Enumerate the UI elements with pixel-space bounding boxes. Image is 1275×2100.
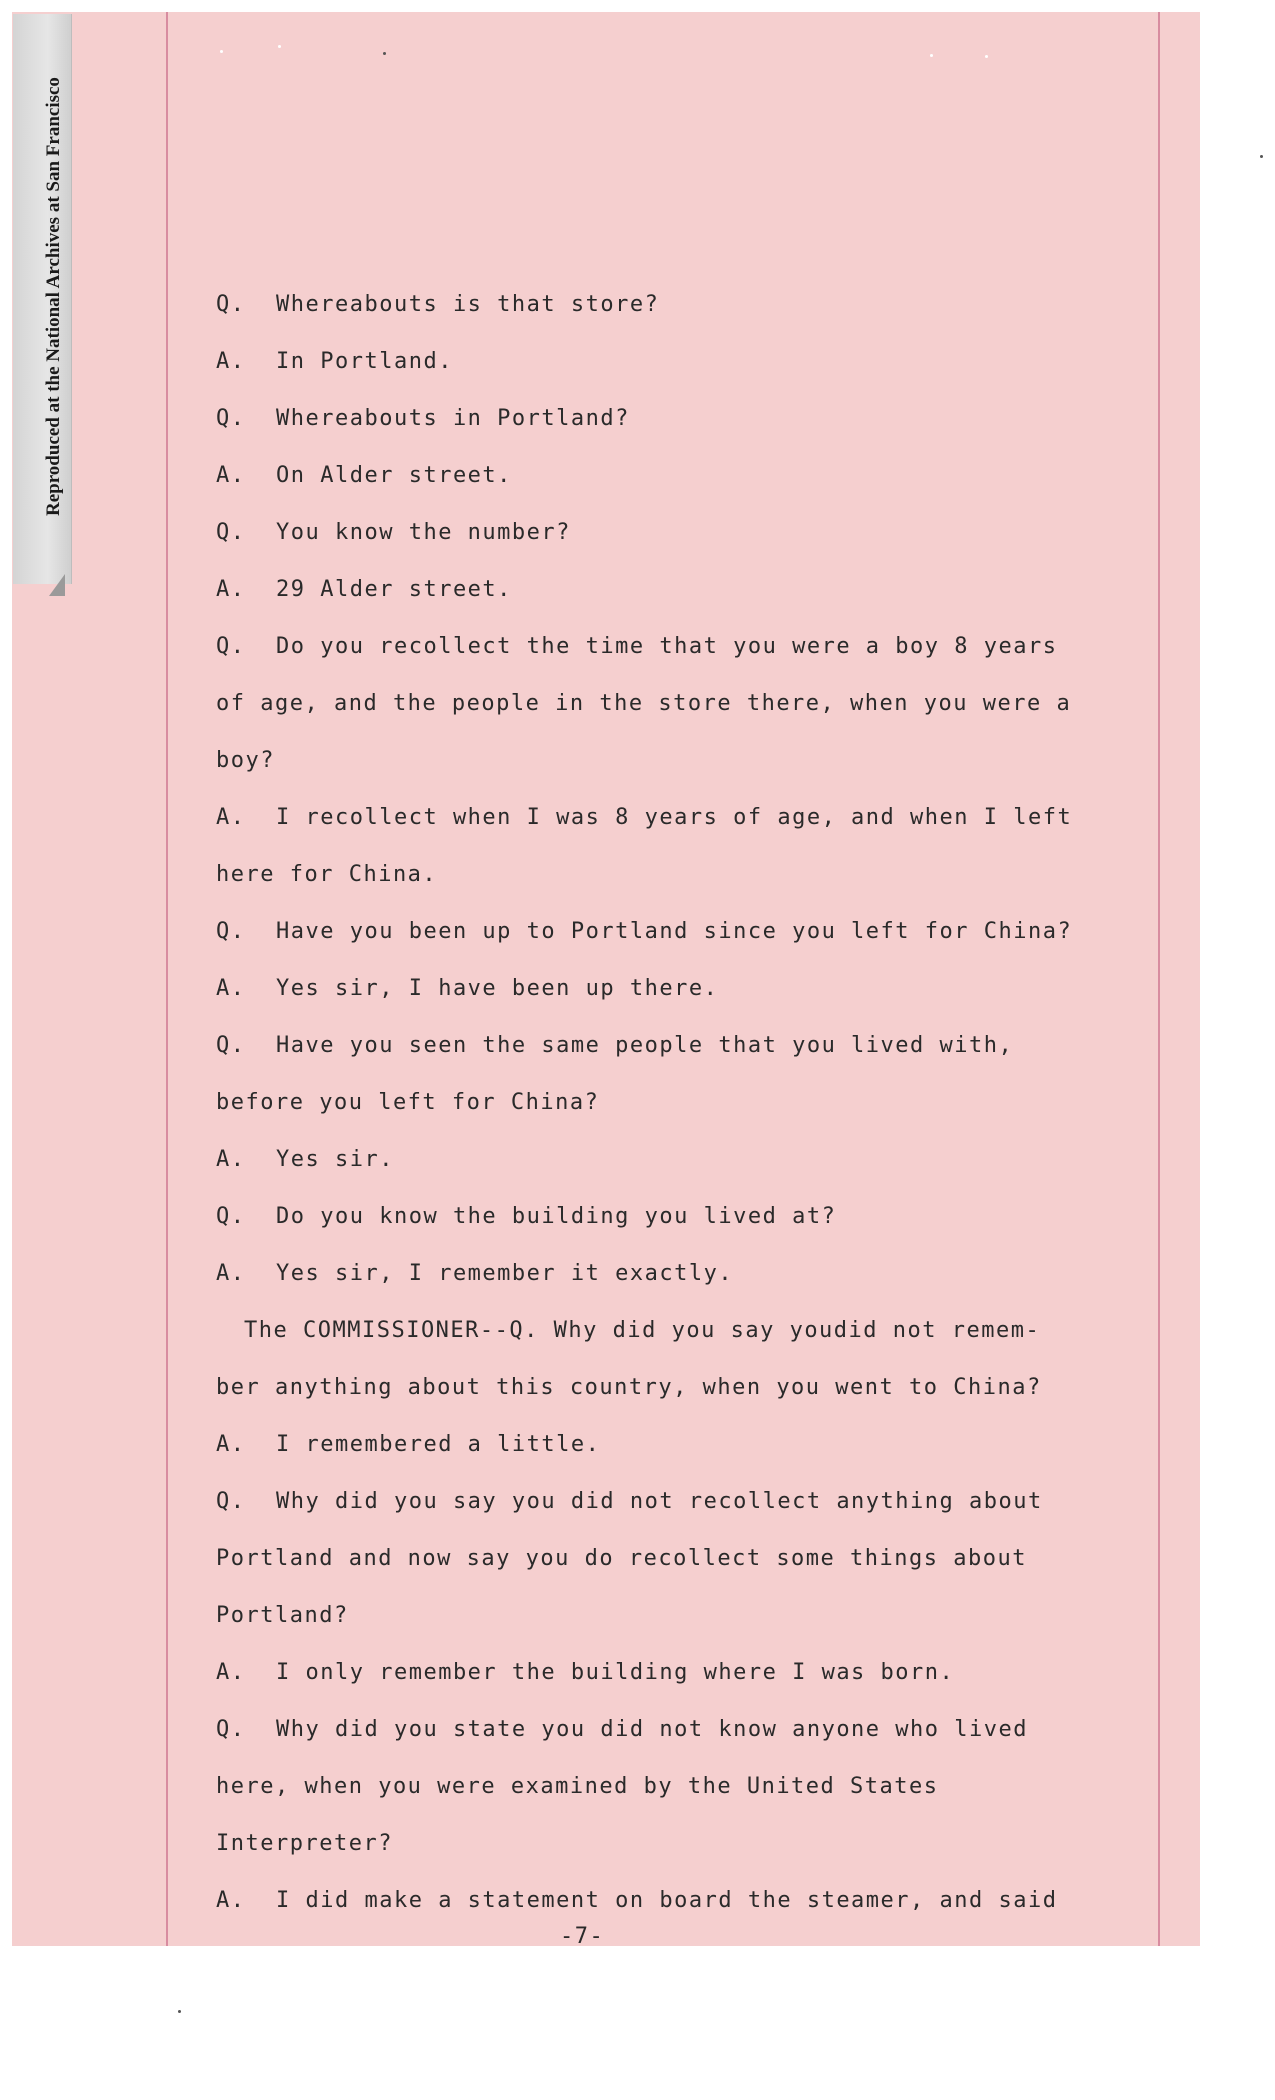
line-tag: A.: [216, 463, 246, 488]
transcript-line: [216, 276, 1096, 333]
transcript-line: [216, 333, 1096, 390]
transcript-line: [216, 447, 1096, 504]
transcript-line: [216, 1416, 1096, 1473]
transcript-line: [216, 1758, 1096, 1815]
transcript-line: [216, 1815, 1096, 1872]
line-text: I remembered a little.: [276, 1432, 601, 1457]
line-text: of age, and the people in the store there, when you were a: [216, 691, 1072, 716]
line-text: boy?: [216, 748, 275, 773]
transcript-line: [216, 1131, 1096, 1188]
transcript-line: [216, 732, 1096, 789]
transcript-line: [216, 1473, 1096, 1530]
line-tag: A.: [216, 805, 246, 830]
line-text: ber anything about this country, when you went to China?: [216, 1375, 1042, 1400]
line-text: Whereabouts is that store?: [276, 292, 660, 317]
line-tag: A.: [216, 1660, 246, 1685]
line-tag: A.: [216, 1147, 246, 1172]
line-text: I only remember the building where I was born.: [276, 1660, 955, 1685]
line-tag: Q.: [216, 292, 246, 317]
line-text: Why did you say you did not recollect anything about: [276, 1489, 1043, 1514]
transcript-line: [216, 1644, 1096, 1701]
transcript-line: [216, 1017, 1096, 1074]
transcript-line: [216, 504, 1096, 561]
line-text: You know the number?: [276, 520, 571, 545]
left-margin-rule: [166, 12, 168, 1946]
transcript-body: [216, 276, 1096, 1929]
transcript-line: [216, 1587, 1096, 1644]
line-text: Whereabouts in Portland?: [276, 406, 630, 431]
line-text: here for China.: [216, 862, 438, 887]
line-tag: A.: [216, 1432, 246, 1457]
transcript-line: [216, 1188, 1096, 1245]
transcript-line: [216, 1359, 1096, 1416]
transcript-line: [216, 618, 1096, 675]
line-text: The COMMISSIONER--Q. Why did you say youdid not remem-: [244, 1318, 1041, 1343]
line-tag: Q.: [216, 1717, 246, 1742]
right-margin-rule: [1158, 12, 1160, 1946]
transcript-line: [216, 789, 1096, 846]
transcript-line: [216, 1701, 1096, 1758]
line-tag: Q.: [216, 1489, 246, 1514]
line-text: Yes sir, I have been up there.: [276, 976, 719, 1001]
line-tag: Q.: [216, 1204, 246, 1229]
line-text: Have you been up to Portland since you left for China?: [276, 919, 1073, 944]
transcript-line: [216, 561, 1096, 618]
line-text: Portland?: [216, 1603, 349, 1628]
line-tag: A.: [216, 1888, 246, 1913]
transcript-line: [216, 675, 1096, 732]
line-tag: Q.: [216, 1033, 246, 1058]
line-tag: Q.: [216, 919, 246, 944]
line-tag: A.: [216, 1261, 246, 1286]
line-text: before you left for China?: [216, 1090, 600, 1115]
line-text: 29 Alder street.: [276, 577, 512, 602]
line-text: here, when you were examined by the United States: [216, 1774, 939, 1799]
line-text: Have you seen the same people that you lived with,: [276, 1033, 1014, 1058]
transcript-line: [216, 903, 1096, 960]
archive-stamp-text: Reproduced at the National Archives at San Francisco: [43, 77, 64, 516]
line-text: Do you know the building you lived at?: [276, 1204, 837, 1229]
line-text: I recollect when I was 8 years of age, and when I left: [276, 805, 1073, 830]
transcript-line: [216, 1302, 1096, 1359]
transcript-line: [216, 1872, 1096, 1929]
transcript-line: [216, 846, 1096, 903]
line-tag: A.: [216, 577, 246, 602]
line-tag: A.: [216, 976, 246, 1001]
line-text: Yes sir, I remember it exactly.: [276, 1261, 734, 1286]
page-number: -7-: [560, 1924, 605, 1949]
transcript-line: [216, 1074, 1096, 1131]
line-tag: Q.: [216, 406, 246, 431]
line-text: Yes sir.: [276, 1147, 394, 1172]
line-text: Do you recollect the time that you were a boy 8 years: [276, 634, 1058, 659]
line-tag: Q.: [216, 634, 246, 659]
line-text: Portland and now say you do recollect some things about: [216, 1546, 1027, 1571]
line-text: Interpreter?: [216, 1831, 393, 1856]
line-text: In Portland.: [276, 349, 453, 374]
line-text: On Alder street.: [276, 463, 512, 488]
line-tag: A.: [216, 349, 246, 374]
line-tag: Q.: [216, 520, 246, 545]
transcript-line: [216, 390, 1096, 447]
transcript-line: [216, 1530, 1096, 1587]
line-text: I did make a statement on board the steamer, and said: [276, 1888, 1058, 1913]
transcript-line: [216, 1245, 1096, 1302]
line-text: Why did you state you did not know anyone who lived: [276, 1717, 1029, 1742]
archive-stamp: [13, 14, 72, 584]
transcript-line: [216, 960, 1096, 1017]
